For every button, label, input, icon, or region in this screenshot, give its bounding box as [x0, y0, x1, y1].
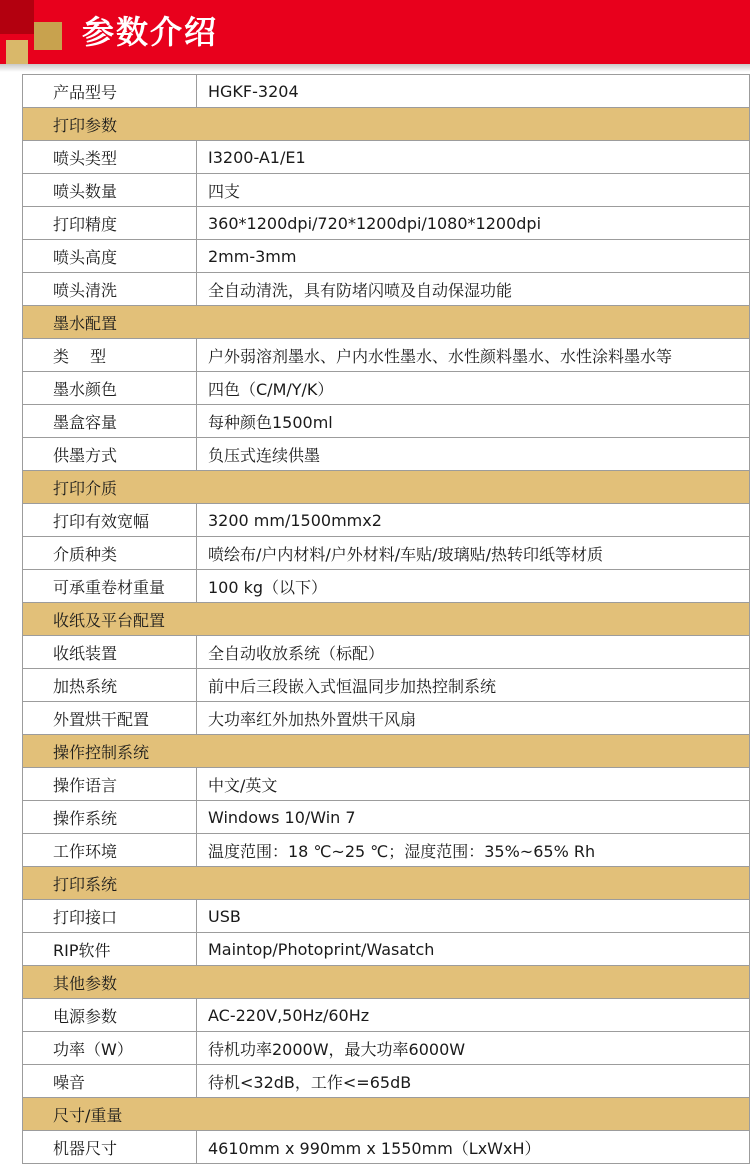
- spec-label: 机器尺寸: [23, 1131, 197, 1164]
- spec-value: Maintop/Photoprint/Wasatch: [197, 933, 750, 966]
- spec-value: 全自动清洗，具有防堵闪喷及自动保湿功能: [197, 273, 750, 306]
- section-header: [23, 867, 750, 900]
- spec-label: 外置烘干配置: [23, 702, 197, 735]
- spec-table: [22, 74, 750, 1164]
- spec-value: 100 kg（以下）: [197, 570, 750, 603]
- table-row: [23, 273, 750, 306]
- spec-value: 4610mm x 990mm x 1550mm（LxWxH）: [197, 1131, 750, 1164]
- table-row: [23, 801, 750, 834]
- spec-value: 待机<32dB，工作<=65dB: [197, 1065, 750, 1098]
- section-title: 其他参数: [23, 966, 750, 999]
- table-row: [23, 504, 750, 537]
- spec-label: 类 型: [23, 339, 197, 372]
- spec-value: AC-220V,50Hz/60Hz: [197, 999, 750, 1032]
- decor-square: [6, 40, 28, 64]
- table-row: [23, 933, 750, 966]
- spec-value: HGKF-3204: [197, 75, 750, 108]
- spec-label: 产品型号: [23, 75, 197, 108]
- section-title: 操作控制系统: [23, 735, 750, 768]
- table-row: [23, 900, 750, 933]
- spec-value: 前中后三段嵌入式恒温同步加热控制系统: [197, 669, 750, 702]
- section-header: [23, 1098, 750, 1131]
- table-row: [23, 768, 750, 801]
- section-header: [23, 735, 750, 768]
- spec-label: 操作系统: [23, 801, 197, 834]
- decor-square: [34, 22, 62, 50]
- table-row: [23, 636, 750, 669]
- table-row: [23, 372, 750, 405]
- spec-value: 四色（C/M/Y/K）: [197, 372, 750, 405]
- spec-label: RIP软件: [23, 933, 197, 966]
- spec-value: I3200-A1/E1: [197, 141, 750, 174]
- spec-value: 喷绘布/户内材料/户外材料/车贴/玻璃贴/热转印纸等材质: [197, 537, 750, 570]
- spec-value: 负压式连续供墨: [197, 438, 750, 471]
- table-row: [23, 1032, 750, 1065]
- spec-label: 收纸装置: [23, 636, 197, 669]
- spec-label: 功率（W）: [23, 1032, 197, 1065]
- spec-value: 待机功率2000W，最大功率6000W: [197, 1032, 750, 1065]
- table-row: [23, 438, 750, 471]
- spec-value: 户外弱溶剂墨水、户内水性墨水、水性颜料墨水、水性涂料墨水等: [197, 339, 750, 372]
- table-row: [23, 570, 750, 603]
- spec-label: 打印精度: [23, 207, 197, 240]
- spec-value: Windows 10/Win 7: [197, 801, 750, 834]
- spec-label: 喷头高度: [23, 240, 197, 273]
- spec-label: 操作语言: [23, 768, 197, 801]
- section-title: 尺寸/重量: [23, 1098, 750, 1131]
- page-header: [0, 0, 750, 64]
- section-title: 打印参数: [23, 108, 750, 141]
- table-row: [23, 174, 750, 207]
- table-row: [23, 141, 750, 174]
- spec-value: 每种颜色1500ml: [197, 405, 750, 438]
- section-header: [23, 306, 750, 339]
- spec-label: 喷头类型: [23, 141, 197, 174]
- section-title: 收纸及平台配置: [23, 603, 750, 636]
- spec-value: 2mm-3mm: [197, 240, 750, 273]
- decor-square: [0, 0, 34, 34]
- spec-label: 墨盒容量: [23, 405, 197, 438]
- section-header: [23, 966, 750, 999]
- section-header: [23, 108, 750, 141]
- spec-value: USB: [197, 900, 750, 933]
- spec-label: 喷头数量: [23, 174, 197, 207]
- spec-value: 温度范围：18 ℃~25 ℃；湿度范围：35%~65% Rh: [197, 834, 750, 867]
- table-row: [23, 834, 750, 867]
- table-row: [23, 669, 750, 702]
- spec-label: 加热系统: [23, 669, 197, 702]
- section-header: [23, 471, 750, 504]
- header-shadow: [0, 64, 750, 72]
- spec-value: 中文/英文: [197, 768, 750, 801]
- section-header: [23, 603, 750, 636]
- page-title: 参数介绍: [82, 13, 219, 51]
- spec-label: 电源参数: [23, 999, 197, 1032]
- spec-value: 四支: [197, 174, 750, 207]
- table-row: [23, 207, 750, 240]
- spec-value: 大功率红外加热外置烘干风扇: [197, 702, 750, 735]
- section-title: 打印系统: [23, 867, 750, 900]
- spec-value: 360*1200dpi/720*1200dpi/1080*1200dpi: [197, 207, 750, 240]
- table-row: [23, 75, 750, 108]
- spec-label: 可承重卷材重量: [23, 570, 197, 603]
- spec-label: 噪音: [23, 1065, 197, 1098]
- spec-value: 全自动收放系统（标配）: [197, 636, 750, 669]
- spec-label: 供墨方式: [23, 438, 197, 471]
- table-row: [23, 1065, 750, 1098]
- spec-value: 3200 mm/1500mmx2: [197, 504, 750, 537]
- spec-label: 墨水颜色: [23, 372, 197, 405]
- table-row: [23, 1131, 750, 1164]
- table-row: [23, 537, 750, 570]
- spec-label: 打印接口: [23, 900, 197, 933]
- spec-label: 工作环境: [23, 834, 197, 867]
- table-row: [23, 702, 750, 735]
- spec-label: 介质种类: [23, 537, 197, 570]
- table-row: [23, 240, 750, 273]
- spec-label: 打印有效宽幅: [23, 504, 197, 537]
- table-row: [23, 999, 750, 1032]
- table-row: [23, 405, 750, 438]
- section-title: 墨水配置: [23, 306, 750, 339]
- table-row: [23, 339, 750, 372]
- spec-label: 喷头清洗: [23, 273, 197, 306]
- section-title: 打印介质: [23, 471, 750, 504]
